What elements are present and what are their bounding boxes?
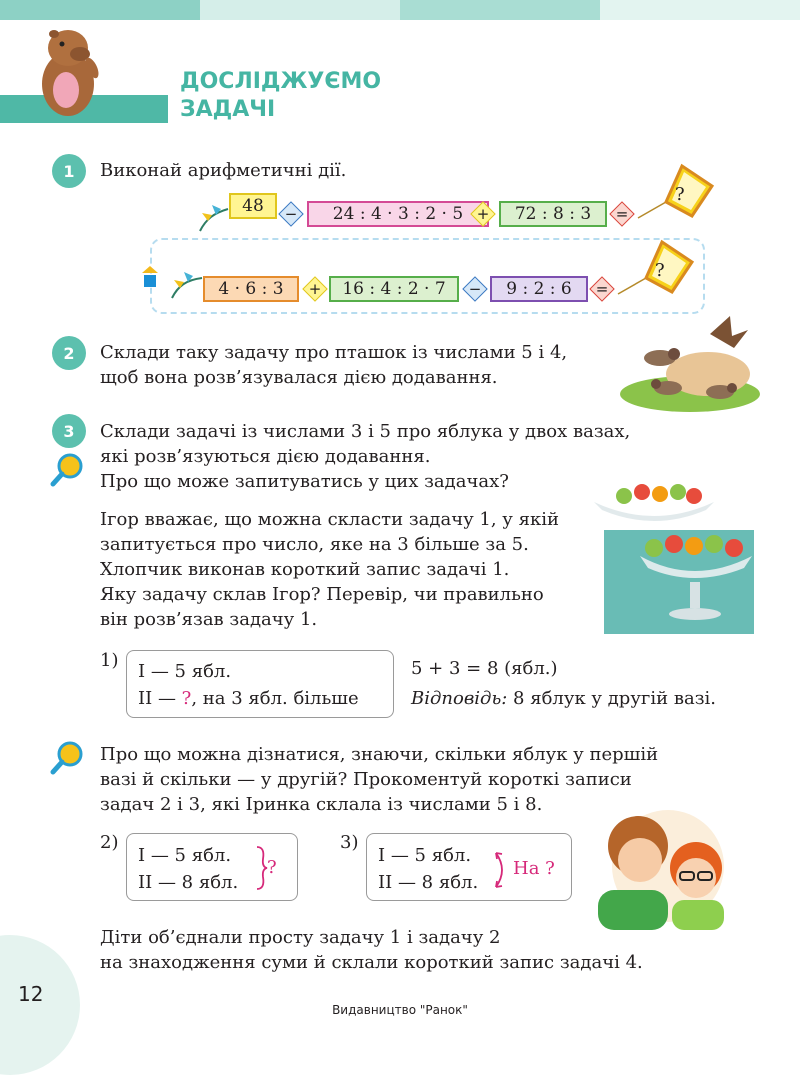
kite-question: ? <box>675 184 685 205</box>
expression-box: 72 : 8 : 3 <box>499 201 607 227</box>
task-number-badge: 2 <box>52 336 86 370</box>
equals-operator: = <box>609 201 634 226</box>
minus-operator: − <box>462 276 487 301</box>
answer-text: Відповідь: 8 яблук у другій вазі. <box>411 688 716 709</box>
capybara-mascot-icon <box>28 24 108 120</box>
record-line: I — 5 ябл. <box>138 845 232 866</box>
compare-arrow-icon <box>490 849 512 891</box>
magnifier-icon <box>50 740 86 776</box>
record-line: II — 8 ябл. <box>378 872 479 893</box>
question-mark: ? <box>267 857 277 878</box>
task3-intro: Склади задачі із числами 3 і 5 про яблука у двох вазах, які розв’язуються дією додавання. Про що може запитуватись у цих задачах? <box>100 421 631 492</box>
record-label: 3) <box>340 832 359 853</box>
explore-text: Про що можна дізнатися, знаючи, скільки яблук у першій вазі й скільки — у другій? Прокоментуй короткі записи задач 2 і 3, які Іринка склала із числами 5 і 8. <box>100 744 659 815</box>
birds-illustration-icon <box>620 312 760 412</box>
solution-text: 5 + 3 = 8 (ябл.) <box>411 658 558 679</box>
minus-operator: − <box>278 201 303 226</box>
kite-tail-icon <box>196 195 230 235</box>
expression-box: 16 : 4 : 2 · 7 <box>329 276 459 302</box>
record-line: I — 5 ябл. <box>378 845 472 866</box>
plus-operator: + <box>470 201 495 226</box>
task2-text: Склади таку задачу про пташок із числами 5 і 4, щоб вона розв’язувалася дією додавання. <box>100 342 568 388</box>
top-color-strip <box>0 0 800 20</box>
expression-box: 9 : 2 : 6 <box>490 276 588 302</box>
kite-tail-icon <box>168 262 204 302</box>
plus-operator: + <box>302 276 327 301</box>
page-title: ДОСЛІДЖУЄМО ЗАДАЧІ <box>180 69 382 122</box>
house-icon <box>142 266 158 288</box>
record-line: I — 5 ябл. <box>138 661 232 682</box>
final-text: Діти об’єднали просту задачу 1 і задачу 2 на знаходження суми й склали короткий запис задачі 4. <box>100 927 643 973</box>
fruit-vase-illustration-icon <box>594 482 754 637</box>
expression-box: 24 : 4 · 3 : 2 · 5 <box>307 201 489 227</box>
publisher-footer: Видавництво "Ранок" <box>332 1003 468 1017</box>
expression-box: 4 · 6 : 3 <box>203 276 299 302</box>
task1-text: Виконай арифметичні дії. <box>100 160 347 181</box>
equals-operator: = <box>589 276 614 301</box>
kite-question: ? <box>655 260 665 281</box>
page-number: 12 <box>18 982 44 1006</box>
magnifier-icon <box>50 452 86 488</box>
start-number-box: 48 <box>229 193 277 219</box>
record-label: 1) <box>100 650 119 671</box>
record-line: II — 8 ябл. <box>138 872 239 893</box>
task3-paragraph: Ігор вважає, що можна скласти задачу 1, у якій запитується про число, яке на 3 більше за 5. Хлопчик виконав короткий запис задачі 1. Яку задачу склав Ігор? Перевір, чи правильно він розв’язав задачу 1. <box>100 509 559 630</box>
task-number-badge: 3 <box>52 414 86 448</box>
children-illustration-icon <box>588 810 750 930</box>
task-number-badge: 1 <box>52 154 86 188</box>
question-label: На ? <box>513 858 555 879</box>
record-line: II — ?, на 3 ябл. більше <box>138 688 359 709</box>
record-label: 2) <box>100 832 119 853</box>
